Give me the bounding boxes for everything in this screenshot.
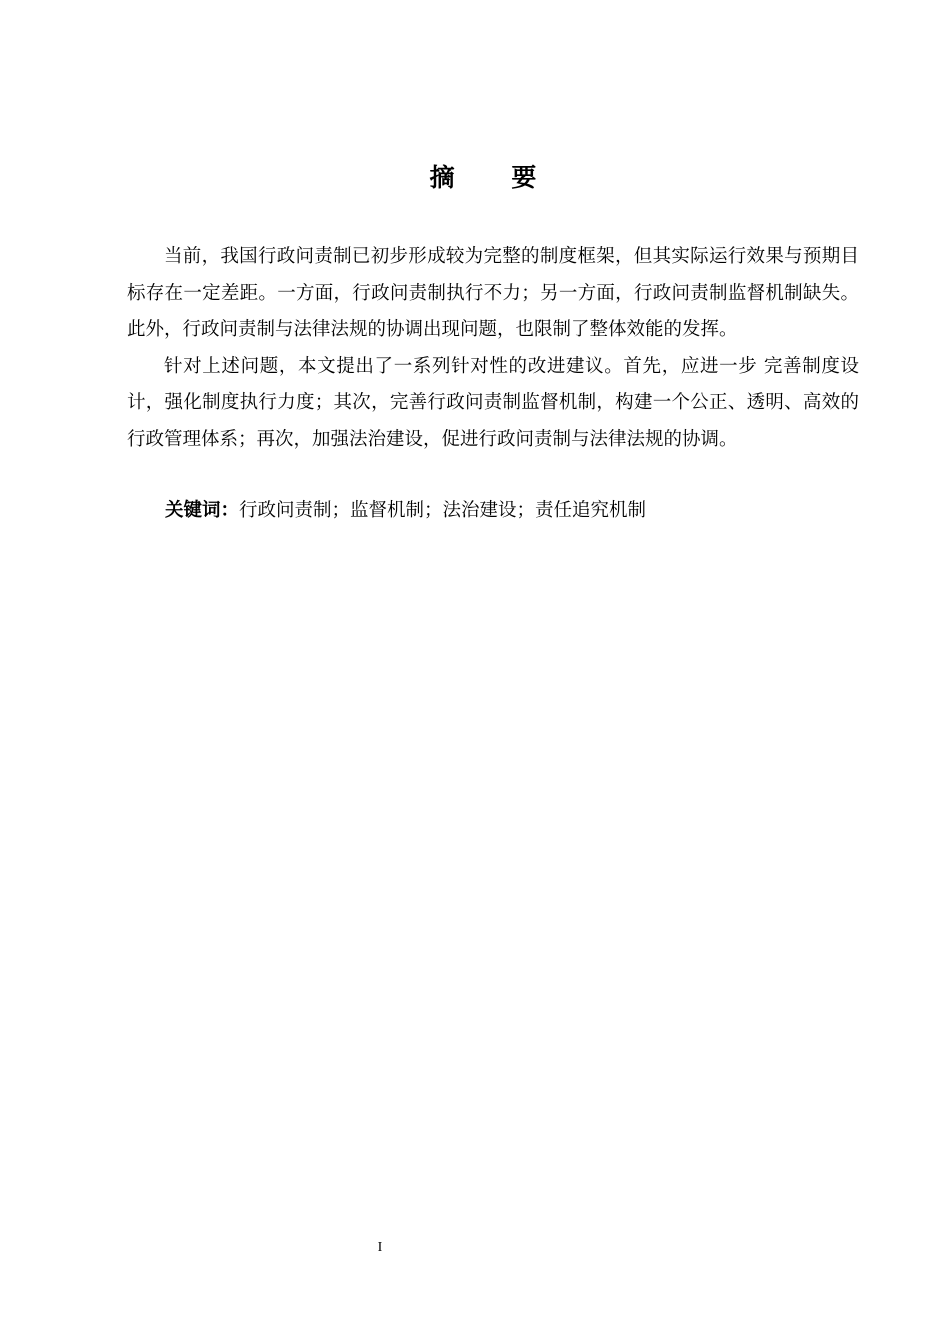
abstract-title: 摘 要	[429, 163, 561, 192]
abstract-paragraph-2: 针对上述问题，本文提出了一系列针对性的改进建议。首先，应进一步 完善制度设计，强化制度执行力度；其次，完善行政问责制监督机制，构建一个公正、透明、高效的行政管理体系；再次，加强法治建设，促进行政问责制与法律法规的协调。	[127, 355, 859, 450]
keywords-text: 行政问责制；监督机制；法治建设；责任追究机制	[239, 500, 647, 521]
keywords-line	[165, 493, 865, 529]
abstract-paragraph-1: 当前，我国行政问责制已初步形成较为完整的制度框架，但其实际运行效果与预期目标存在一定差距。一方面，行政问责制执行不力；另一方面，行政问责制监督机制缺失。此外，行政问责制与法律法规的协调出现问题，也限制了整体效能的发挥。	[127, 246, 859, 340]
page-number: I	[377, 1240, 383, 1255]
keywords-label: 关键词：	[165, 500, 240, 521]
abstract-body	[127, 239, 859, 458]
